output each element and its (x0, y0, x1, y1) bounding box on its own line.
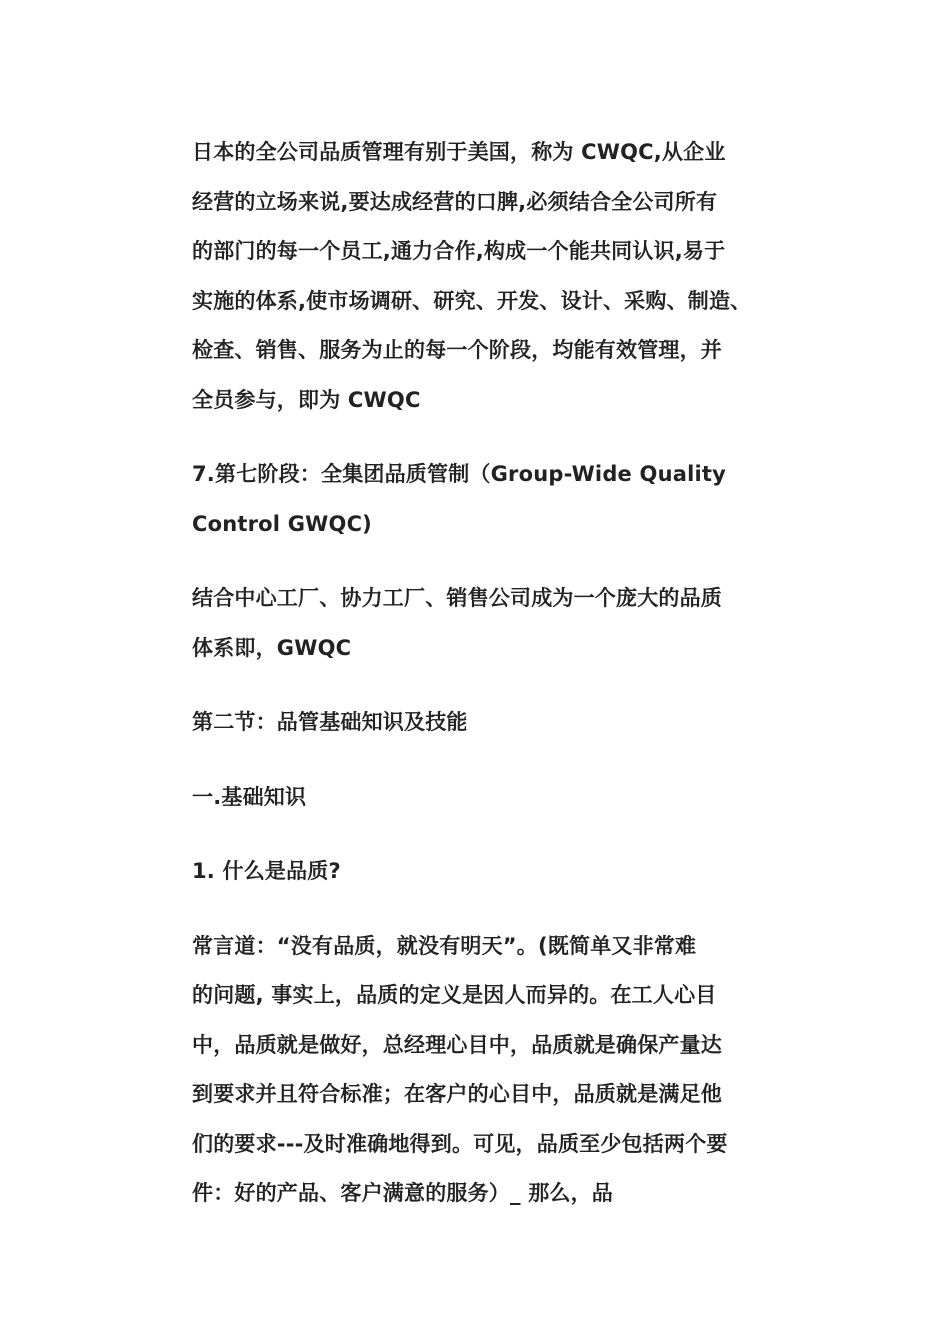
text-line: 检查、销售、服务为止的每一个阶段，均能有效管理，并 (192, 338, 722, 362)
text-line: 体系即，GWQC (192, 635, 352, 660)
text-line: 中，品质就是做好，总经理心目中，品质就是确保产量达 (192, 1032, 722, 1057)
text-line: 全员参与，即为 CWQC (192, 387, 421, 412)
text-line: 一.基础知识 (192, 784, 307, 809)
text-line: 1. 什么是品质? (192, 859, 341, 883)
text-line: 日本的全公司品质管理有别于美国，称为 CWQC,从企业 (192, 140, 726, 164)
section-heading (192, 698, 782, 748)
text-line: Control GWQC) (192, 511, 372, 536)
paragraph-gwqc-definition (192, 574, 782, 673)
text-line: 7.第七阶段：全集团品质管制（Group-Wide Quality (192, 462, 727, 486)
text-line: 们的要求---及时准确地得到。可见，品质至少包括两个要 (192, 1131, 728, 1156)
text-line: 的部门的每一个员工,通力合作,构成一个能共同认识,易于 (192, 239, 726, 263)
text-line: 件：好的产品、客户满意的服务）_ 那么，品 (192, 1181, 614, 1205)
subsection-heading (192, 773, 782, 823)
question-heading (192, 847, 782, 897)
text-line: 第二节：品管基础知识及技能 (192, 710, 468, 734)
text-line: 常言道：“没有品质，就没有明天”。(既简单又非常难 (192, 933, 697, 958)
document-body (192, 128, 782, 1219)
text-line: 到要求并且符合标准；在客户的心目中，品质就是满足他 (192, 1082, 722, 1106)
paragraph-quality-definition (192, 922, 782, 1219)
text-line: 实施的体系,使市场调研、研究、开发、设计、采购、制造、 (192, 288, 752, 313)
text-line: 经营的立场来说,要达成经营的口脾,必须结合全公司所有 (192, 189, 718, 214)
heading-stage-seven (192, 450, 782, 549)
text-line: 结合中心工厂、协力工厂、销售公司成为一个庞大的品质 (192, 586, 722, 610)
paragraph-cwqc-definition (192, 128, 782, 425)
text-line: 的问题, 事实上，品质的定义是因人而异的。在工人心目 (192, 983, 717, 1007)
